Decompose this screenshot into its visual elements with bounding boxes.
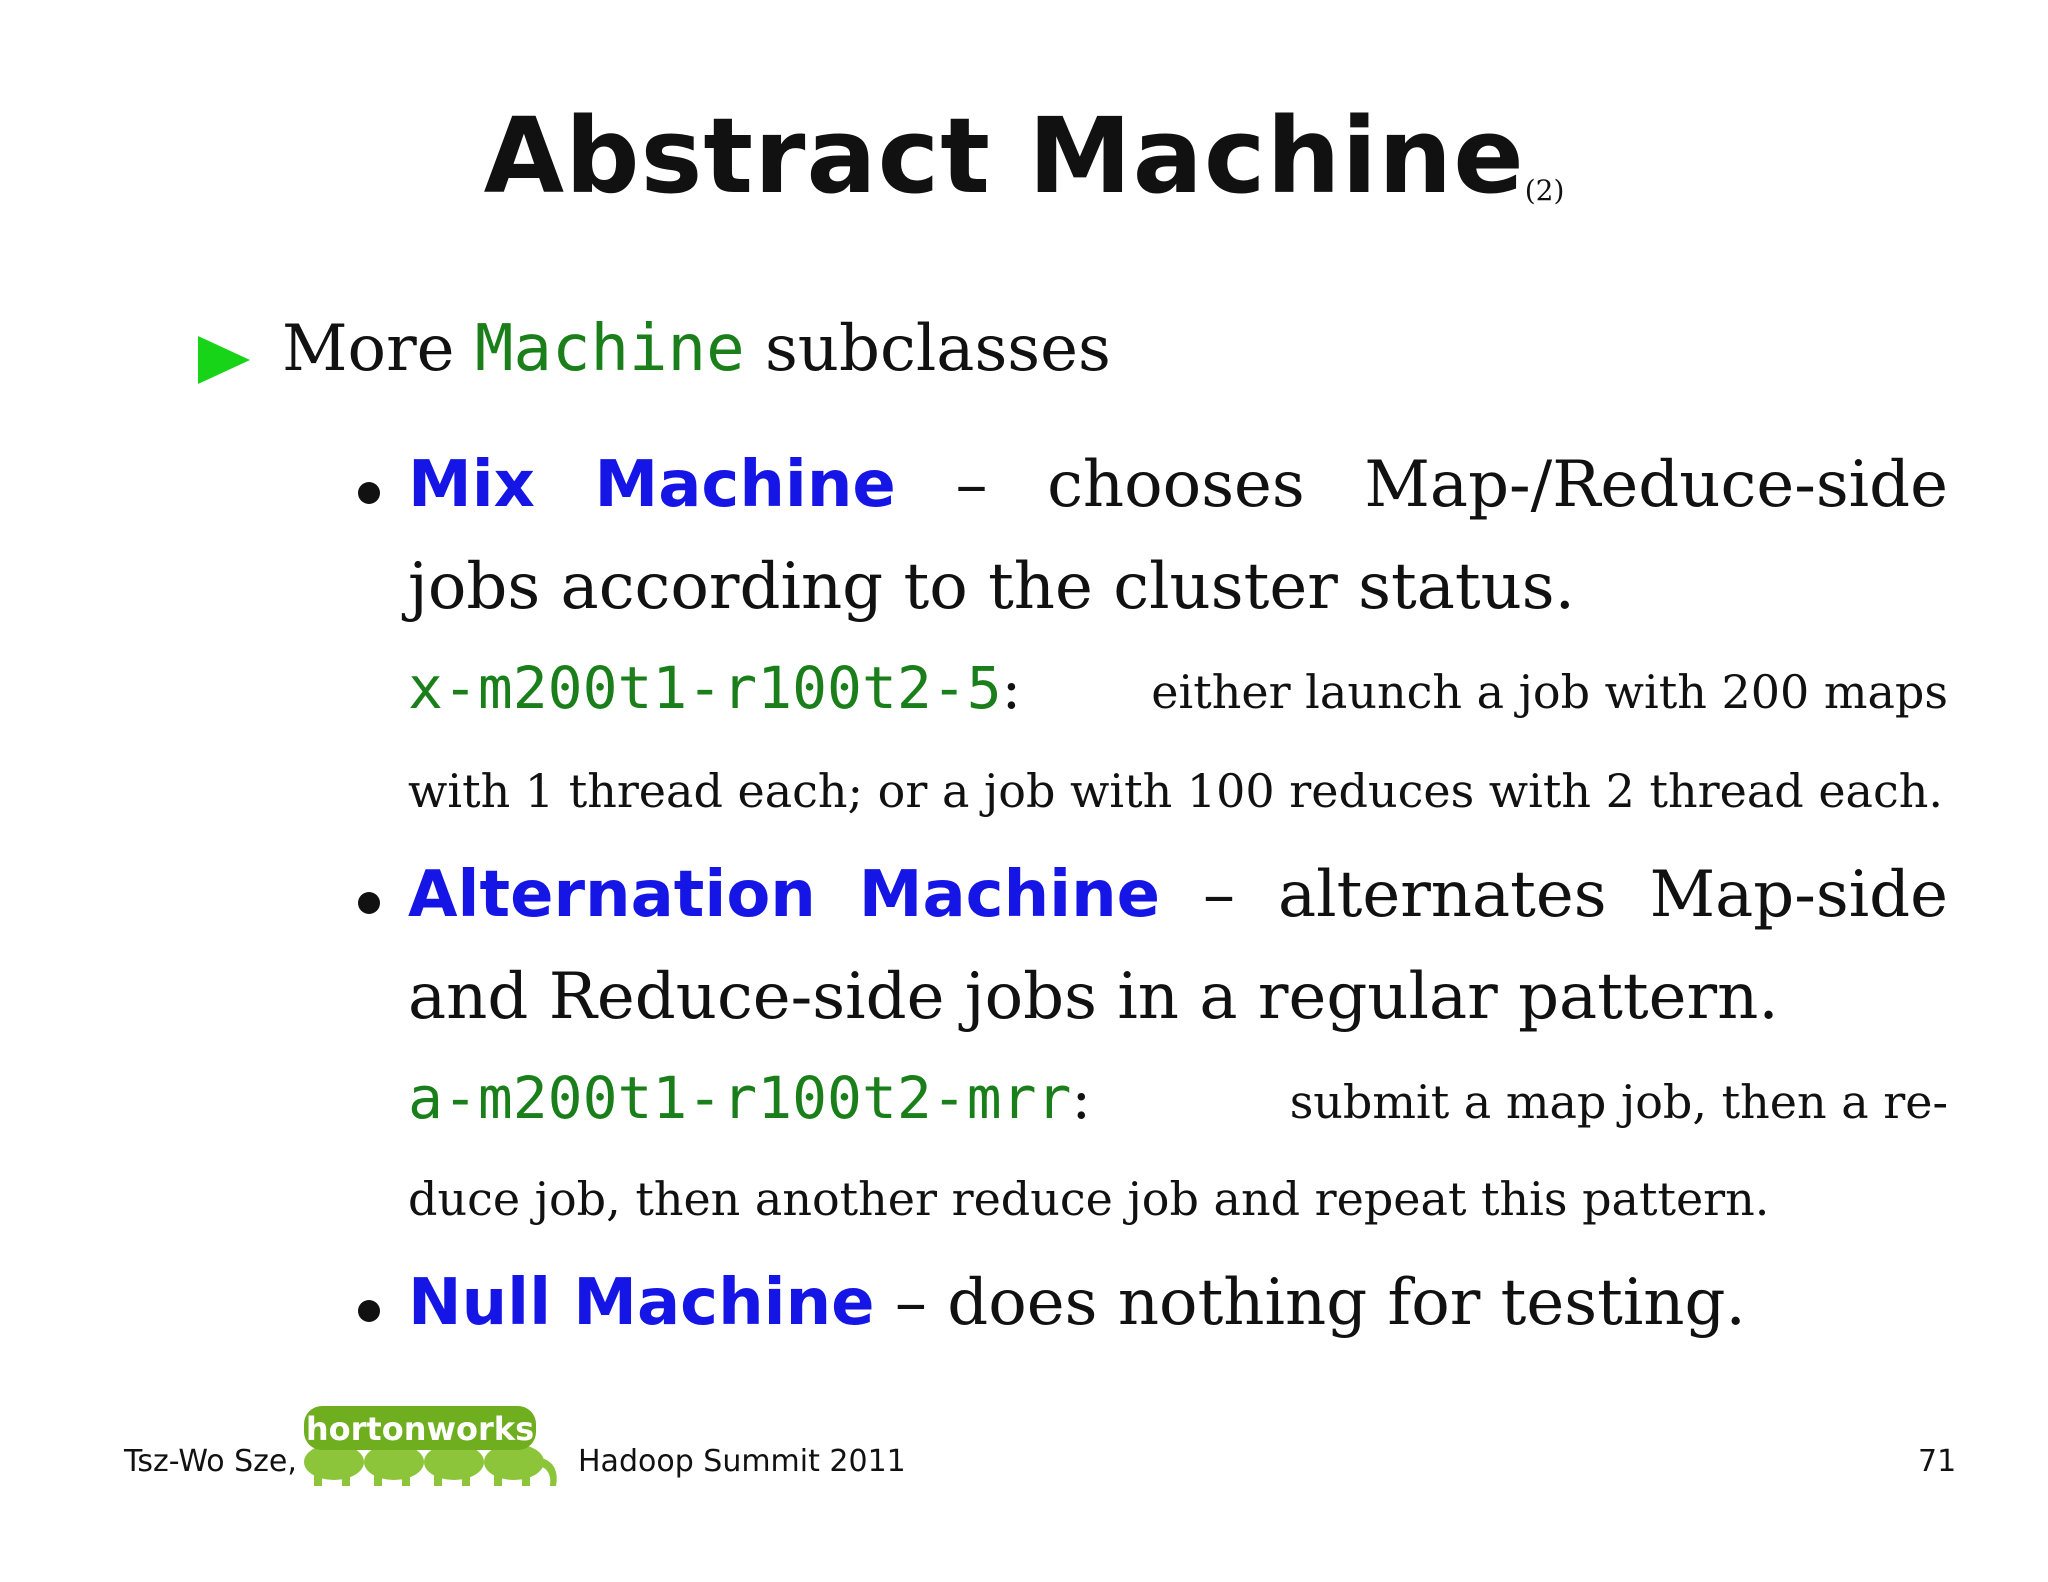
alternation-heading-line bbox=[408, 858, 1948, 932]
bullet-null-icon bbox=[358, 1300, 380, 1322]
alternation-desc-line2: and Reduce-side jobs in a regular pattern. bbox=[408, 960, 1779, 1034]
footer-event: Hadoop Summit 2011 bbox=[578, 1444, 906, 1479]
mix-example-text: either launch a job with 200 maps bbox=[1151, 665, 1948, 719]
triangle-bullet-icon bbox=[198, 336, 250, 384]
slide-title bbox=[0, 95, 2048, 217]
alternation-name-1: Alternation bbox=[408, 858, 816, 932]
alternation-example-line bbox=[408, 1064, 1948, 1132]
hortonworks-logo bbox=[294, 1400, 574, 1490]
alternation-name-2: Machine bbox=[858, 858, 1161, 932]
footer-author: Tsz-Wo Sze, bbox=[124, 1444, 297, 1479]
null-desc: – does nothing for testing. bbox=[894, 1266, 1746, 1340]
alternation-dash: – bbox=[1203, 858, 1236, 932]
mix-example-colon: : bbox=[1001, 654, 1022, 722]
alternation-word-1: alternates bbox=[1277, 858, 1607, 932]
item-post-text: subclasses bbox=[764, 312, 1111, 386]
footer-page-number: 71 bbox=[1918, 1444, 1957, 1479]
bullet-alternation-icon bbox=[358, 892, 380, 914]
alternation-example-text: submit a map job, then a re- bbox=[1289, 1075, 1948, 1129]
item-more-machine-subclasses bbox=[282, 312, 1111, 386]
mix-name-2: Machine bbox=[594, 448, 896, 522]
null-name: Null Machine bbox=[408, 1266, 875, 1340]
alternation-example-colon: : bbox=[1071, 1064, 1092, 1132]
alternation-word-2: Map-side bbox=[1649, 858, 1948, 932]
mix-example-line bbox=[408, 654, 1948, 722]
mix-dash: – bbox=[955, 448, 988, 522]
slide-title-text: Abstract Machine bbox=[483, 95, 1525, 217]
mix-example-line2: with 1 thread each; or a job with 100 reduces with 2 thread each. bbox=[408, 764, 1943, 818]
bullet-mix-icon bbox=[358, 482, 380, 504]
alternation-example-code: a-m200t1-r100t2-mrr bbox=[408, 1064, 1072, 1132]
item-code: Machine bbox=[474, 312, 745, 386]
item-pre-text: More bbox=[282, 312, 455, 386]
alternation-example-line2: duce job, then another reduce job and repeat this pattern. bbox=[408, 1172, 1770, 1226]
mix-heading-line bbox=[408, 448, 1948, 522]
slide-title-subscript: (2) bbox=[1524, 174, 1565, 207]
mix-name-1: Mix bbox=[408, 448, 535, 522]
mix-example-code: x-m200t1-r100t2-5 bbox=[408, 654, 1002, 722]
mix-desc-line2: jobs according to the cluster status. bbox=[408, 550, 1575, 624]
null-line bbox=[408, 1266, 1746, 1340]
logo-text: hortonworks bbox=[305, 1410, 535, 1448]
mix-word-2: Map-/Reduce-side bbox=[1364, 448, 1948, 522]
mix-word-1: chooses bbox=[1047, 448, 1305, 522]
